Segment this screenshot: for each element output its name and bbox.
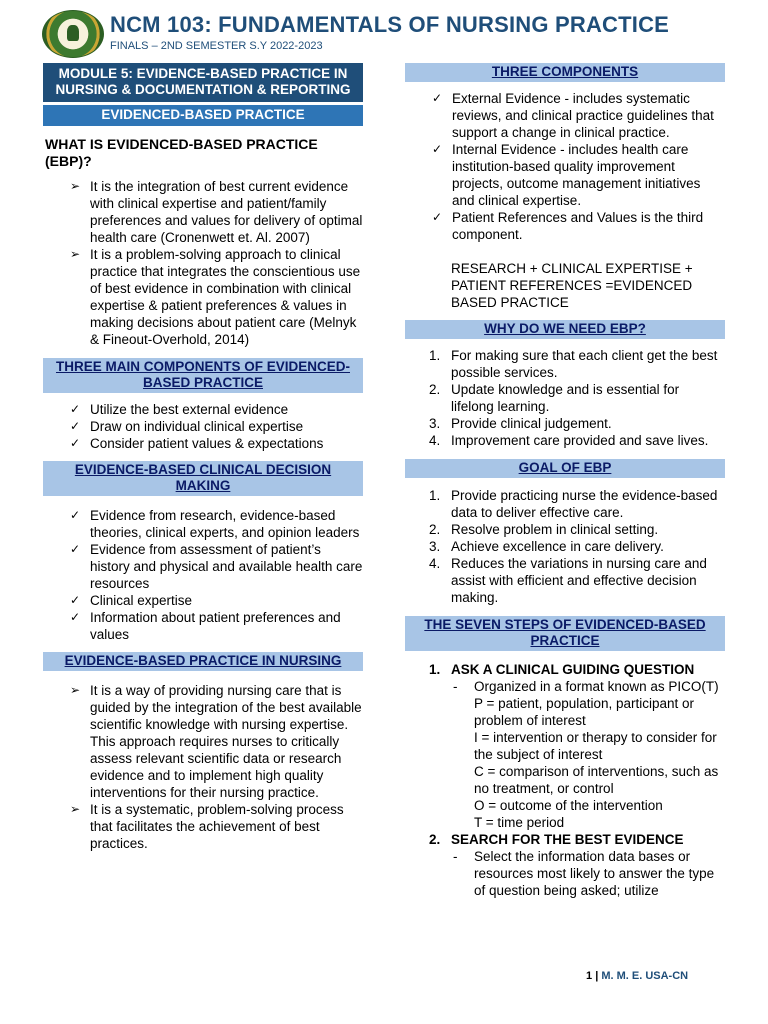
pico-item: O = outcome of the intervention xyxy=(474,798,663,813)
section-heading-seven-steps: THE SEVEN STEPS OF EVIDENCED-BASED PRACTICE xyxy=(405,616,725,651)
footer-separator: | xyxy=(595,970,599,982)
check-icon: ✓ xyxy=(69,402,81,416)
school-seal-logo xyxy=(42,10,104,58)
list-item: 2. Resolve problem in clinical setting. xyxy=(429,522,659,537)
pico-item: T = time period xyxy=(474,815,565,830)
page-footer xyxy=(586,970,688,982)
check-icon: ✓ xyxy=(69,610,81,624)
decision-making-list xyxy=(43,507,363,643)
document-title: NCM 103: FUNDAMENTALS OF NURSING PRACTICE xyxy=(110,12,670,37)
what-is-ebp-list xyxy=(43,178,363,348)
list-item: ✓ Consider patient values & expectations xyxy=(43,435,363,452)
list-item: ➢ It is a systematic, problem-solving process that facilitates the achievement of best practices. xyxy=(43,801,363,852)
pico-item: P = patient, population, participant or problem of interest xyxy=(474,696,695,728)
module-title: MODULE 5: EVIDENCE-BASED PRACTICE IN NURSING & DOCUMENTATION & REPORTING xyxy=(43,63,363,102)
check-icon: ✓ xyxy=(69,542,81,556)
check-icon: ✓ xyxy=(69,508,81,522)
list-item: ✓ Internal Evidence - includes health care institution-based quality improvement projects, outcome management initiatives and clinical expertise. xyxy=(405,141,725,209)
list-item: ✓ External Evidence - includes systematic reviews, and clinical practice guidelines that support a change in clinical practice. xyxy=(405,90,725,141)
ebp-question: WHAT IS EVIDENCED-BASED PRACTICE (EBP)? xyxy=(45,136,318,169)
section-heading-why-ebp: WHY DO WE NEED EBP? xyxy=(405,320,725,339)
three-main-list xyxy=(43,401,363,452)
module-subtitle: EVIDENCED-BASED PRACTICE xyxy=(43,105,363,126)
list-item: ➢ It is the integration of best current evidence with clinical expertise and patient/family preferences and values for delivery of optimal health care (Cronenwett et. Al. 2007) xyxy=(43,178,363,246)
step-1-intro: - Organized in a format known as PICO(T) xyxy=(453,679,719,694)
list-item: ✓ Patient References and Values is the third component. xyxy=(405,209,725,243)
pico-item: I = intervention or therapy to consider for the subject of interest xyxy=(474,730,717,762)
ebp-formula: RESEARCH + CLINICAL EXPERTISE + PATIENT REFERENCES =EVIDENCED BASED PRACTICE xyxy=(451,261,693,310)
check-icon: ✓ xyxy=(69,419,81,433)
list-item: ✓ Evidence from research, evidence-based theories, clinical experts, and opinion leaders xyxy=(43,507,363,541)
arrow-bullet-icon: ➢ xyxy=(69,683,81,697)
footer-credit: M. M. E. USA-CN xyxy=(601,970,689,982)
step-2-intro: - Select the information data bases or resources most likely to answer the type of question being asked; utilize xyxy=(453,849,715,898)
arrow-bullet-icon: ➢ xyxy=(69,247,81,261)
goal-ebp-list xyxy=(405,487,725,606)
document-subtitle: FINALS – 2ND SEMESTER S.Y 2022-2023 xyxy=(110,40,323,52)
section-heading-ebp-nursing: EVIDENCE-BASED PRACTICE IN NURSING xyxy=(43,652,363,671)
list-item: ✓ Clinical expertise xyxy=(43,592,363,609)
right-column xyxy=(405,63,725,899)
list-item: 1. For making sure that each client get the best possible services. xyxy=(429,348,718,380)
arrow-bullet-icon: ➢ xyxy=(69,179,81,193)
page-number: 1 xyxy=(586,970,593,982)
three-components-list xyxy=(405,90,725,243)
list-item: ➢ It is a way of providing nursing care that is guided by the integration of the best available scientific knowledge with nursing expertise. This approach requires nurses to critically assess relevant scientific data or research evidence and to implement high quality interventions for their nursing practice. xyxy=(43,682,363,801)
pico-item: C = comparison of interventions, such as no treatment, or control xyxy=(474,764,719,796)
section-heading-decision-making: EVIDENCE-BASED CLINICAL DECISION MAKING xyxy=(43,461,363,496)
list-item: 3. Achieve excellence in care delivery. xyxy=(429,539,664,554)
check-icon: ✓ xyxy=(431,142,443,156)
why-ebp-list xyxy=(405,347,725,449)
list-item: ✓ Utilize the best external evidence xyxy=(43,401,363,418)
step-1-title: 1. ASK A CLINICAL GUIDING QUESTION xyxy=(429,662,695,677)
list-item: 2. Update knowledge and is essential for lifelong learning. xyxy=(429,382,680,414)
step-2-title: 2. SEARCH FOR THE BEST EVIDENCE xyxy=(429,832,684,847)
arrow-bullet-icon: ➢ xyxy=(69,802,81,816)
section-heading-goal-ebp: GOAL OF EBP xyxy=(405,459,725,478)
list-item: 4. Improvement care provided and save lives. xyxy=(429,433,709,448)
list-item: ✓ Information about patient preferences and values xyxy=(43,609,363,643)
ebp-nursing-list xyxy=(43,682,363,852)
check-icon: ✓ xyxy=(431,210,443,224)
list-item: 4. Reduces the variations in nursing care and assist with efficient and effective decision making. xyxy=(429,556,707,605)
left-column xyxy=(43,63,363,852)
check-icon: ✓ xyxy=(431,91,443,105)
list-item: 1. Provide practicing nurse the evidence-based data to deliver effective care. xyxy=(429,488,718,520)
list-item: ✓ Evidence from assessment of patient’s history and physical and available health care resources xyxy=(43,541,363,592)
check-icon: ✓ xyxy=(69,593,81,607)
check-icon: ✓ xyxy=(69,436,81,450)
list-item: 3. Provide clinical judgement. xyxy=(429,416,612,431)
list-item: ➢ It is a problem-solving approach to clinical practice that integrates the conscientious use of best evidence in combination with clinical expertise & patient preferences & values in making decisions about patient care (Melnyk & Fineout-Overhold, 2014) xyxy=(43,246,363,348)
section-heading-three-main: THREE MAIN COMPONENTS OF EVIDENCED-BASED PRACTICE xyxy=(43,358,363,393)
list-item: ✓ Draw on individual clinical expertise xyxy=(43,418,363,435)
section-heading-three-components: THREE COMPONENTS xyxy=(405,63,725,82)
